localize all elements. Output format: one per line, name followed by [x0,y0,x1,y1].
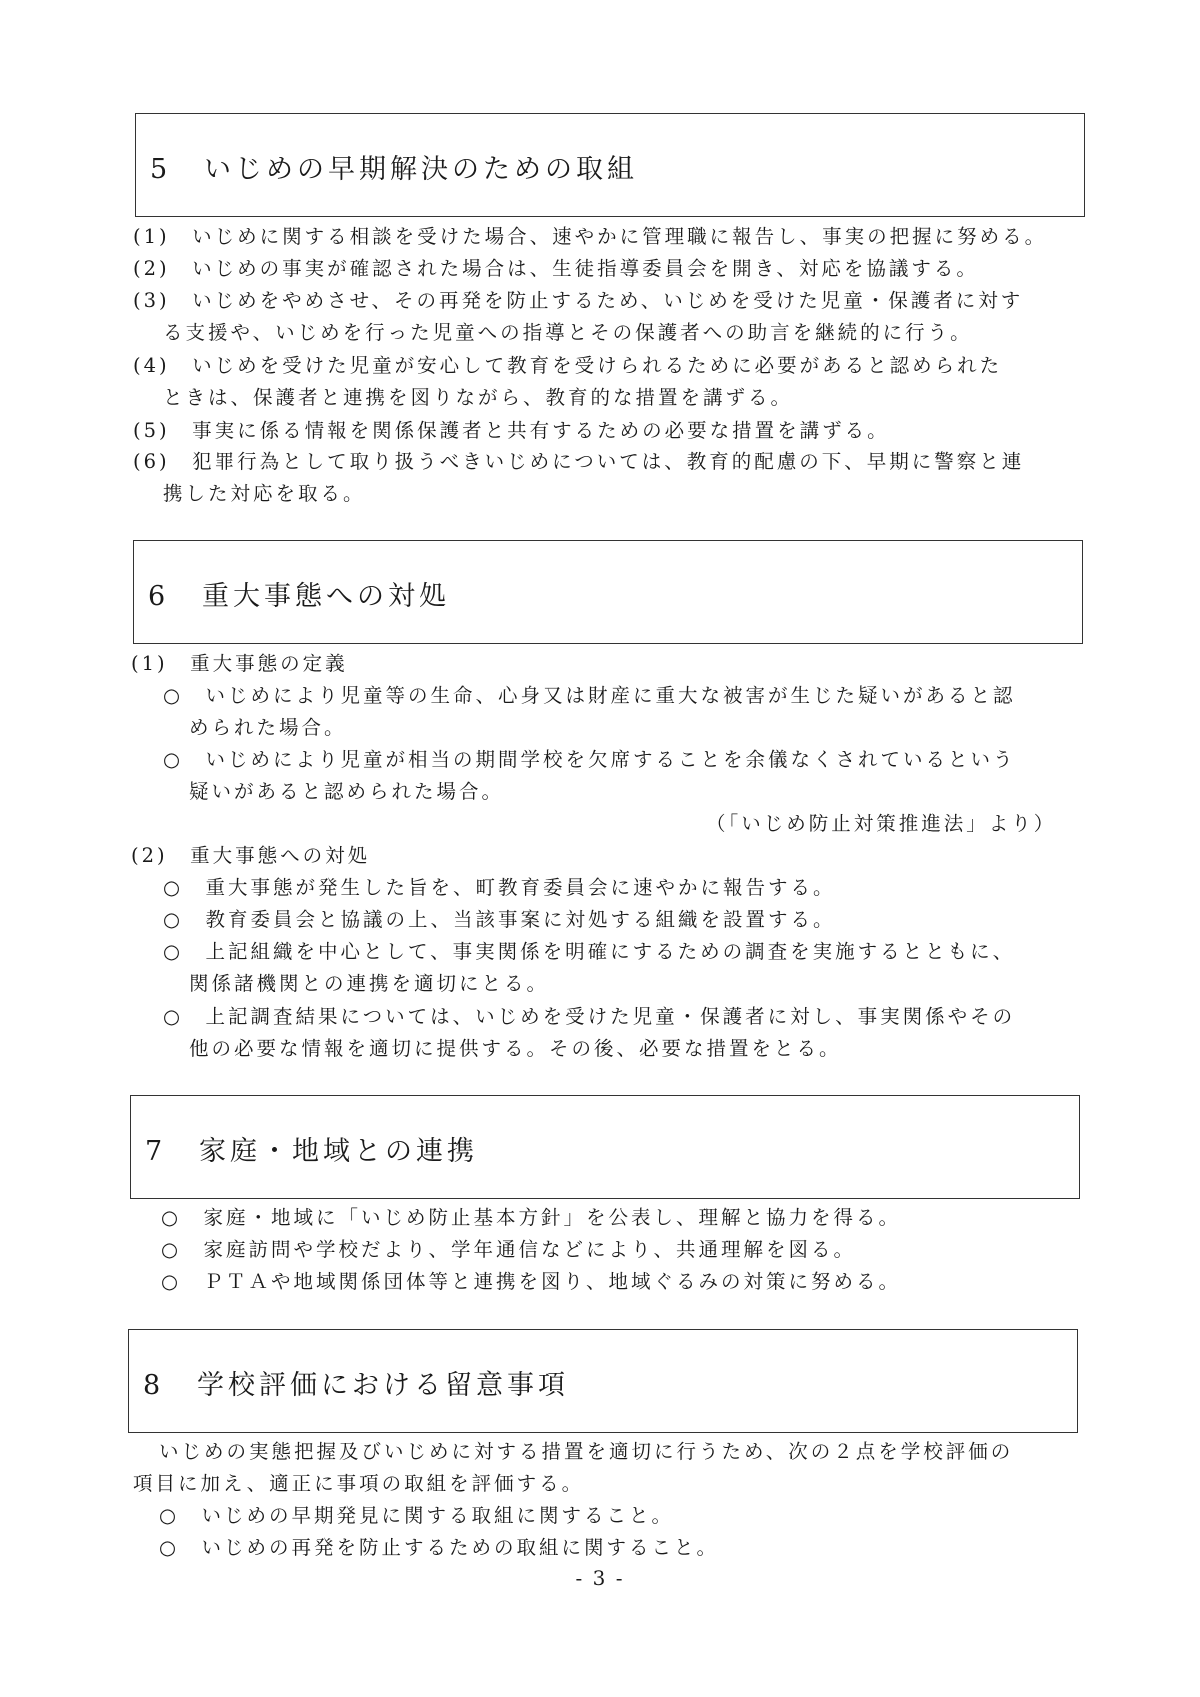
section-7-number: 7 [145,1136,167,1167]
sec8-bullet-2: ○ いじめの再発を防止するための取組に関すること。 [159,1536,720,1559]
sec5-item-5: (5) 事実に係る情報を関係保護者と共有するための必要な措置を講ずる。 [133,419,890,442]
page-number: - 3 - [575,1566,625,1590]
sec6-bullet-1-cont: められた場合。 [189,716,347,739]
sec6-bullet-4: ○ 教育委員会と協議の上、当該事案に対処する組織を設置する。 [163,908,836,931]
section-6-title [148,574,450,613]
section-7-title [145,1129,478,1168]
sec5-item-3: (3) いじめをやめさせ、その再発を防止するため、いじめを受けた児童・保護者に対す [133,289,1024,312]
section-5-title-text: いじめの早期解決のための取組 [204,154,638,185]
sec8-intro-cont: 項目に加え、適正に事項の取組を評価する。 [133,1472,585,1495]
sec5-item-3-cont: る支援や、いじめを行った児童への指導とその保護者への助言を継続的に行う。 [163,321,973,344]
section-6-title-text: 重大事態への対処 [202,581,450,612]
sec6-bullet-1: ○ いじめにより児童等の生命、心身又は財産に重大な被害が生じた疑いがあると認 [163,684,1016,707]
sec6-bullet-2: ○ いじめにより児童が相当の期間学校を欠席することを余儀なくされているという [163,748,1016,771]
sec6-bullet-5: ○ 上記組織を中心として、事実関係を明確にするための調査を実施するとともに、 [163,940,1016,963]
sec6-source-note: （「いじめ防止対策推進法」より） [706,812,1057,835]
sec5-item-6: (6) 犯罪行為として取り扱うべきいじめについては、教育的配慮の下、早期に警察と連 [133,450,1025,473]
sec5-item-1: (1) いじめに関する相談を受けた場合、速やかに管理職に報告し、事実の把握に努める。 [133,225,1048,248]
sec6-sub-1: (1) 重大事態の定義 [131,652,348,675]
section-7-heading-box [130,1095,1080,1199]
section-5-heading-box [135,113,1085,217]
section-5-number: 5 [150,154,172,185]
section-7-title-text: 家庭・地域との連携 [199,1136,478,1167]
sec5-item-6-cont: 携した対応を取る。 [163,482,366,505]
section-8-title-text: 学校評価における留意事項 [197,1370,569,1401]
sec6-bullet-6-cont: 他の必要な情報を適切に提供する。その後、必要な措置をとる。 [189,1037,842,1060]
sec5-item-4: (4) いじめを受けた児童が安心して教育を受けられるために必要があると認められた [133,354,1003,377]
sec7-bullet-1: ○ 家庭・地域に「いじめ防止基本方針」を公表し、理解と協力を得る。 [161,1206,902,1229]
sec8-intro: いじめの実態把握及びいじめに対する措置を適切に行うため、次の２点を学校評価の [159,1440,1014,1463]
sec6-bullet-5-cont: 関係諸機関との連携を適切にとる。 [189,972,550,995]
section-8-number: 8 [143,1370,165,1401]
sec7-bullet-2: ○ 家庭訪問や学校だより、学年通信などにより、共通理解を図る。 [161,1238,857,1261]
sec6-bullet-6: ○ 上記調査結果については、いじめを受けた児童・保護者に対し、事実関係やその [163,1005,1016,1028]
sec6-bullet-2-cont: 疑いがあると認められた場合。 [189,780,505,803]
section-6-number: 6 [148,581,170,612]
sec6-sub-2: (2) 重大事態への対処 [131,844,371,867]
section-8-heading-box [128,1329,1078,1433]
section-6-heading-box [133,540,1083,644]
sec6-bullet-3: ○ 重大事態が発生した旨を、町教育委員会に速やかに報告する。 [163,876,836,899]
section-5-title [150,147,638,186]
section-8-title [143,1363,569,1402]
sec5-item-2: (2) いじめの事実が確認された場合は、生徒指導委員会を開き、対応を協議する。 [133,257,979,280]
sec8-bullet-1: ○ いじめの早期発見に関する取組に関すること。 [159,1504,675,1527]
sec7-bullet-3: ○ ＰＴＡや地域関係団体等と連携を図り、地域ぐるみの対策に努める。 [161,1270,902,1293]
sec5-item-4-cont: ときは、保護者と連携を図りながら、教育的な措置を講ずる。 [163,386,794,409]
